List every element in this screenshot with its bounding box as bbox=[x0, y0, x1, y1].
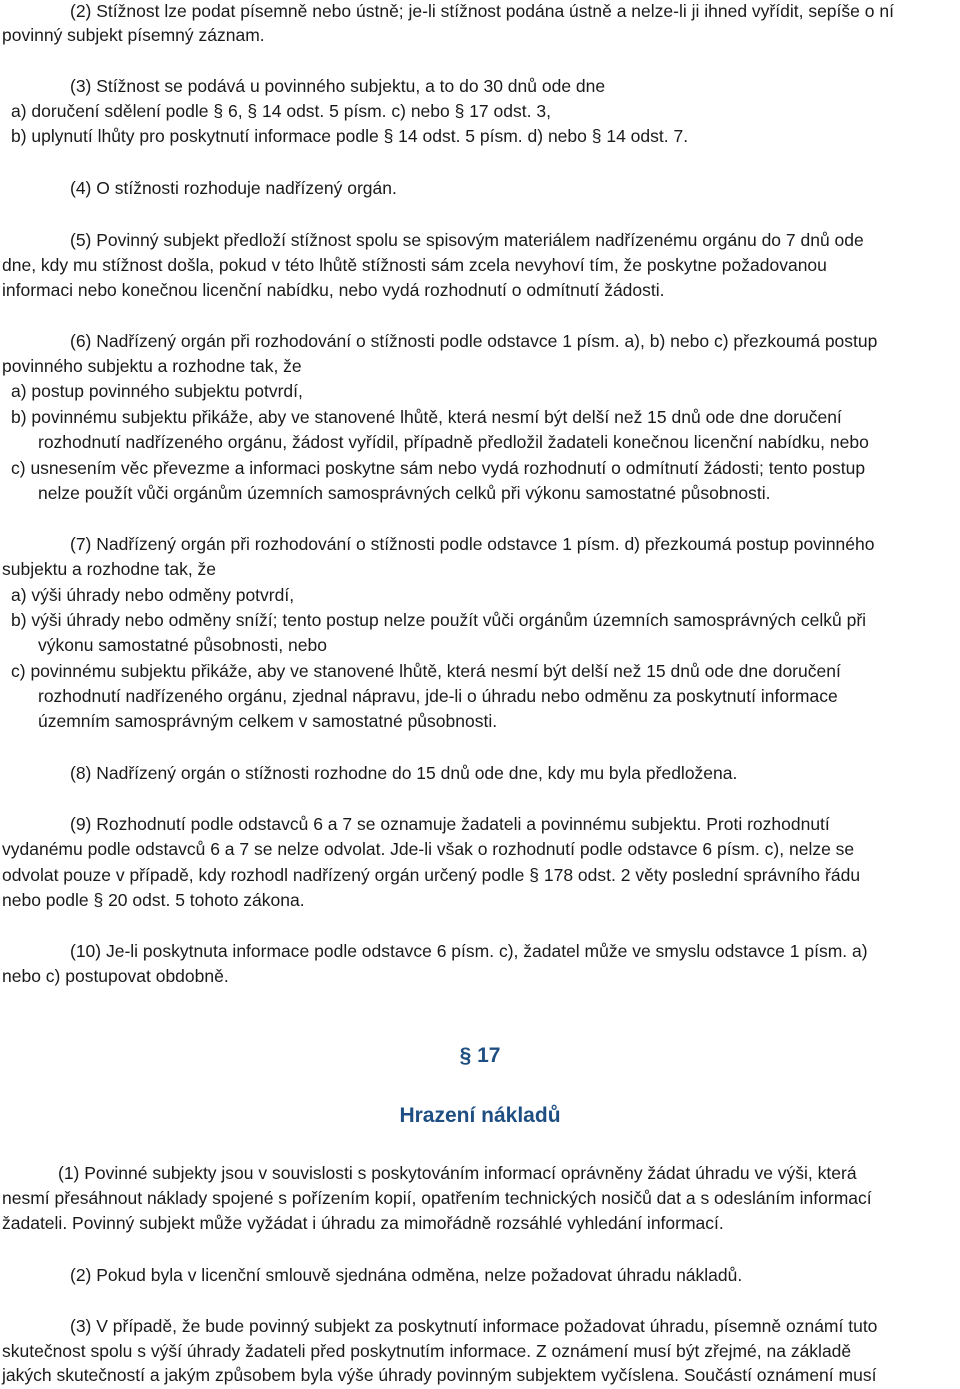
paragraph-6-item-b-line-2: rozhodnutí nadřízeného orgánu, žádost vyřídil, případně předložil žadateli konečnou licenční nabídku, nebo bbox=[38, 432, 869, 452]
paragraph-6-item-a: a) postup povinného subjektu potvrdí, bbox=[11, 381, 303, 401]
paragraph-6-item-c-line-2: nelze použít vůči orgánům územních samosprávných celků při výkonu samostatné působnosti. bbox=[38, 483, 771, 503]
paragraph-2-line-2: povinný subjekt písemný záznam. bbox=[2, 25, 265, 45]
paragraph-9-line-4: nebo podle § 20 odst. 5 tohoto zákona. bbox=[2, 890, 305, 910]
section-17-paragraph-3-line-1: (3) V případě, že bude povinný subjekt za poskytnutí informace požadovat úhradu, písemně oznámí tuto bbox=[70, 1316, 878, 1336]
section-17-paragraph-3-line-3: jakých skutečností a jakým způsobem byla výše úhrady povinným subjektem vyčíslena. Součástí oznámení musí bbox=[2, 1365, 877, 1385]
paragraph-5-line-2: dne, kdy mu stížnost došla, pokud v této lhůtě stížnosti sám zcela nevyhoví tím, že poskytne požadovanou bbox=[2, 255, 827, 275]
paragraph-2-line-1: (2) Stížnost lze podat písemně nebo ústně; je-li stížnost podána ústně a nelze-li ji ihned vyřídit, sepíše o ní bbox=[70, 1, 894, 21]
paragraph-3-item-b: b) uplynutí lhůty pro poskytnutí informace podle § 14 odst. 5 písm. d) nebo § 14 odst. 7. bbox=[11, 126, 689, 146]
paragraph-7-item-c-line-3: územním samosprávným celkem v samostatné působnosti. bbox=[38, 711, 498, 731]
section-17-paragraph-1-line-2: nesmí přesáhnout náklady spojené s pořízením kopií, opatřením technických nosičů dat a s odesláním informací bbox=[2, 1188, 872, 1208]
paragraph-7-item-c-line-1: c) povinnému subjektu přikáže, aby ve stanovené lhůtě, která nesmí být delší než 15 dnů ode dne doručení bbox=[11, 661, 841, 681]
section-17-paragraph-2-line-1: (2) Pokud byla v licenční smlouvě sjednána odměna, nelze požadovat úhradu nákladů. bbox=[70, 1265, 743, 1285]
paragraph-6-line-2: povinného subjektu a rozhodne tak, že bbox=[2, 356, 302, 376]
paragraph-8-line-1: (8) Nadřízený orgán o stížnosti rozhodne do 15 dnů ode dne, kdy mu byla předložena. bbox=[70, 763, 738, 783]
paragraph-10-line-1: (10) Je-li poskytnuta informace podle odstavce 6 písm. c), žadatel může ve smyslu odstavce 1 písm. a) bbox=[70, 941, 868, 961]
paragraph-7-item-b-line-2: výkonu samostatné působnosti, nebo bbox=[38, 635, 327, 655]
paragraph-6-item-b-line-1: b) povinnému subjektu přikáže, aby ve stanovené lhůtě, která nesmí být delší než 15 dnů ode dne doručení bbox=[11, 407, 842, 427]
paragraph-9-line-2: vydanému podle odstavců 6 a 7 se nelze odvolat. Jde-li však o rozhodnutí podle odstavce 6 písm. c), nelze se bbox=[2, 839, 855, 859]
paragraph-5-line-1: (5) Povinný subjekt předloží stížnost spolu se spisovým materiálem nadřízenému orgánu do 7 dnů ode bbox=[70, 230, 864, 250]
paragraph-3-line-1: (3) Stížnost se podává u povinného subjektu, a to do 30 dnů ode dne bbox=[70, 76, 606, 96]
paragraph-3-item-a: a) doručení sdělení podle § 6, § 14 odst. 5 písm. c) nebo § 17 odst. 3, bbox=[11, 101, 551, 121]
section-17-paragraph-1-line-1: (1) Povinné subjekty jsou v souvislosti s poskytováním informací oprávněny žádat úhradu ve výši, která bbox=[58, 1163, 857, 1183]
paragraph-6-line-1: (6) Nadřízený orgán při rozhodování o stížnosti podle odstavce 1 písm. a), b) nebo c) přezkoumá postup bbox=[70, 331, 878, 351]
paragraph-6-item-c-line-1: c) usnesením věc převezme a informaci poskytne sám nebo vydá rozhodnutí o odmítnutí žádosti; tento postup bbox=[11, 458, 866, 478]
paragraph-7-line-2: subjektu a rozhodne tak, že bbox=[2, 559, 217, 579]
section-number-heading: § 17 bbox=[459, 1044, 501, 1067]
paragraph-7-item-c-line-2: rozhodnutí nadřízeného orgánu, zjednal nápravu, jde-li o úhradu nebo odměnu za poskytnutí informace bbox=[38, 686, 838, 706]
paragraph-4-line-1: (4) O stížnosti rozhoduje nadřízený orgán. bbox=[70, 178, 397, 198]
paragraph-10-line-2: nebo c) postupovat obdobně. bbox=[2, 966, 229, 986]
section-17-paragraph-3-line-2: skutečnost spolu s výší úhrady žadateli před poskytnutím informace. Z oznámení musí být zřejmé, na základě bbox=[2, 1341, 852, 1361]
paragraph-7-item-b-line-1: b) výši úhrady nebo odměny sníží; tento postup nelze použít vůči orgánům územních samosprávných celků při bbox=[11, 610, 867, 630]
paragraph-9-line-3: odvolat pouze v případě, kdy rozhodl nadřízený orgán určený podle § 178 odst. 2 věty poslední správního řádu bbox=[2, 865, 861, 885]
section-title-heading: Hrazení nákladů bbox=[399, 1104, 561, 1127]
paragraph-9-line-1: (9) Rozhodnutí podle odstavců 6 a 7 se oznamuje žadateli a povinnému subjektu. Proti rozhodnutí bbox=[70, 814, 830, 834]
section-17-paragraph-1-line-3: žadateli. Povinný subjekt může vyžádat i úhradu za mimořádně rozsáhlé vyhledání informací. bbox=[2, 1213, 724, 1233]
paragraph-7-item-a: a) výši úhrady nebo odměny potvrdí, bbox=[11, 585, 295, 605]
paragraph-7-line-1: (7) Nadřízený orgán při rozhodování o stížnosti podle odstavce 1 písm. d) přezkoumá postup povinného bbox=[70, 534, 875, 554]
paragraph-5-line-3: informaci nebo konečnou licenční nabídku, nebo vydá rozhodnutí o odmítnutí žádosti. bbox=[2, 280, 665, 300]
